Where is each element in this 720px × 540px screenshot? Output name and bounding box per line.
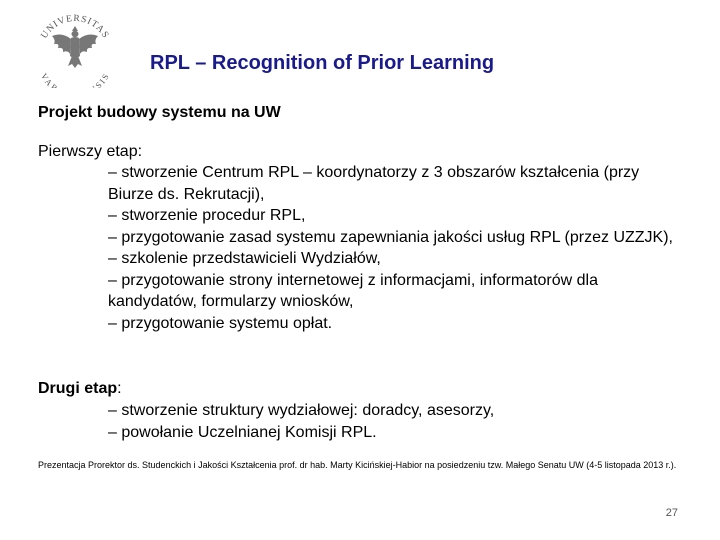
stage2-heading (38, 378, 122, 399)
list-item: – stworzenie struktury wydziałowej: doradcy, asesorzy, (108, 402, 495, 419)
stage2-heading-colon: : (117, 380, 122, 397)
eagle-icon (52, 26, 98, 68)
logo-text-top: UNIVERSITAS (39, 13, 111, 41)
list-item: – szkolenie przedstawicieli Wydziałów, (108, 250, 381, 267)
list-item: – powołanie Uczelnianej Komisji RPL. (108, 423, 377, 441)
list-item: – przygotowanie systemu opłat. (108, 314, 333, 332)
university-logo (34, 10, 116, 88)
stage1-list (108, 162, 688, 334)
stage1-heading (38, 141, 142, 162)
slide-subtitle: Projekt budowy systemu na UW (38, 104, 281, 121)
stage1-heading-colon: : (137, 143, 143, 160)
list-item: – przygotowanie zasad systemu zapewniania jakości usług RPL (przez UZZJK), (108, 228, 673, 246)
svg-text:VARSOVIENSIS (39, 71, 111, 88)
stage2-list (108, 400, 688, 443)
footnote: Prezentacja Prorektor ds. Studenckich i Jakości Kształcenia prof. dr hab. Marty Kicińskiej-Habior na posiedzeniu tzw. Małego Senatu UW (4-5 listopada 2013 r.). (38, 460, 677, 470)
list-item: – stworzenie procedur RPL, (108, 207, 306, 224)
stage1-heading-text: Pierwszy etap (38, 143, 138, 160)
stage2-heading-text: Drugi etap (38, 380, 118, 397)
list-item: – przygotowanie strony internetowej z informacjami, informatorów dla kandydatów, formularzy wniosków, (108, 271, 598, 310)
slide-title: RPL – Recognition of Prior Learning (150, 52, 495, 74)
page-number: 27 (665, 507, 678, 519)
list-item: – stworzenie Centrum RPL – koordynatorzy z 3 obszarów kształcenia (przy Biurze ds. Rekrutacji), (108, 164, 640, 203)
logo-text-bottom: VAR SIS (38, 71, 112, 88)
